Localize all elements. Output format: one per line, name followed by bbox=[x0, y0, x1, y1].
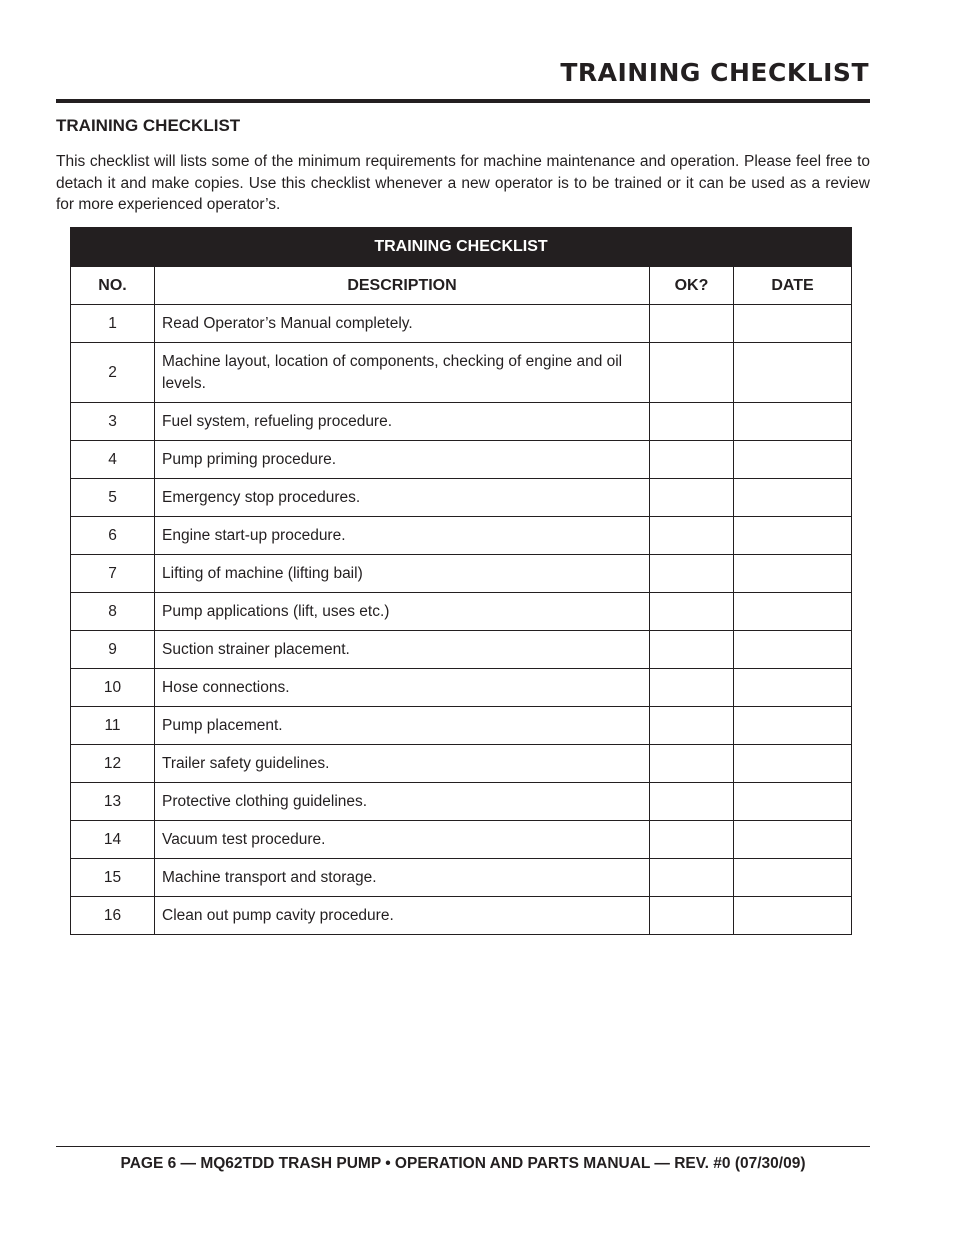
row-ok-checkbox-cell[interactable] bbox=[650, 821, 734, 859]
row-date-cell[interactable] bbox=[734, 783, 852, 821]
row-number: 14 bbox=[71, 821, 155, 859]
row-ok-checkbox-cell[interactable] bbox=[650, 479, 734, 517]
row-ok-checkbox-cell[interactable] bbox=[650, 707, 734, 745]
row-date-cell[interactable] bbox=[734, 897, 852, 935]
row-ok-checkbox-cell[interactable] bbox=[650, 305, 734, 343]
row-number: 1 bbox=[71, 305, 155, 343]
row-number: 13 bbox=[71, 783, 155, 821]
training-checklist-table bbox=[70, 227, 852, 935]
row-number: 10 bbox=[71, 669, 155, 707]
row-date-cell[interactable] bbox=[734, 821, 852, 859]
table-caption: TRAINING CHECKLIST bbox=[71, 228, 852, 267]
table-row bbox=[71, 631, 852, 669]
row-description: Suction strainer placement. bbox=[155, 631, 650, 669]
row-ok-checkbox-cell[interactable] bbox=[650, 859, 734, 897]
header-rule bbox=[56, 99, 870, 103]
row-ok-checkbox-cell[interactable] bbox=[650, 517, 734, 555]
row-ok-checkbox-cell[interactable] bbox=[650, 403, 734, 441]
row-ok-checkbox-cell[interactable] bbox=[650, 745, 734, 783]
table-row bbox=[71, 897, 852, 935]
table-row bbox=[71, 441, 852, 479]
row-date-cell[interactable] bbox=[734, 441, 852, 479]
table-row bbox=[71, 669, 852, 707]
row-description: Vacuum test procedure. bbox=[155, 821, 650, 859]
table-row bbox=[71, 783, 852, 821]
row-number: 7 bbox=[71, 555, 155, 593]
intro-paragraph: This checklist will lists some of the minimum requirements for machine maintenance and operation. Please feel free to detach it and make copies. Use this checklist whenever a new operator is to be trained or it can be used as a review for more experienced operator’s. bbox=[56, 153, 870, 213]
row-description: Clean out pump cavity procedure. bbox=[155, 897, 650, 935]
table-row bbox=[71, 745, 852, 783]
table-body bbox=[71, 305, 852, 935]
row-date-cell[interactable] bbox=[734, 859, 852, 897]
table-row bbox=[71, 517, 852, 555]
page-footer: PAGE 6 — MQ62TDD TRASH PUMP • OPERATION AND PARTS MANUAL — REV. #0 (07/30/09) bbox=[120, 1155, 806, 1172]
row-description: Fuel system, refueling procedure. bbox=[155, 403, 650, 441]
row-description: Pump placement. bbox=[155, 707, 650, 745]
row-date-cell[interactable] bbox=[734, 669, 852, 707]
column-header-date: DATE bbox=[734, 267, 852, 305]
table-header-row bbox=[71, 267, 852, 305]
row-number: 3 bbox=[71, 403, 155, 441]
table-row bbox=[71, 479, 852, 517]
row-ok-checkbox-cell[interactable] bbox=[650, 441, 734, 479]
page-title: TRAINING CHECKLIST bbox=[560, 58, 869, 87]
row-ok-checkbox-cell[interactable] bbox=[650, 593, 734, 631]
row-ok-checkbox-cell[interactable] bbox=[650, 343, 734, 403]
row-number: 5 bbox=[71, 479, 155, 517]
row-date-cell[interactable] bbox=[734, 707, 852, 745]
row-date-cell[interactable] bbox=[734, 517, 852, 555]
row-description: Pump priming procedure. bbox=[155, 441, 650, 479]
row-description: Lifting of machine (lifting bail) bbox=[155, 555, 650, 593]
row-description: Hose connections. bbox=[155, 669, 650, 707]
row-description: Pump applications (lift, uses etc.) bbox=[155, 593, 650, 631]
row-date-cell[interactable] bbox=[734, 555, 852, 593]
row-number: 16 bbox=[71, 897, 155, 935]
section-heading: TRAINING CHECKLIST bbox=[56, 116, 241, 135]
row-date-cell[interactable] bbox=[734, 631, 852, 669]
row-description: Read Operator’s Manual completely. bbox=[155, 305, 650, 343]
table-row bbox=[71, 707, 852, 745]
table-row bbox=[71, 343, 852, 403]
row-ok-checkbox-cell[interactable] bbox=[650, 783, 734, 821]
table-row bbox=[71, 305, 852, 343]
footer-rule bbox=[56, 1146, 870, 1147]
row-date-cell[interactable] bbox=[734, 403, 852, 441]
column-header-no: NO. bbox=[71, 267, 155, 305]
row-number: 4 bbox=[71, 441, 155, 479]
row-number: 6 bbox=[71, 517, 155, 555]
row-description: Machine transport and storage. bbox=[155, 859, 650, 897]
table-row bbox=[71, 593, 852, 631]
row-date-cell[interactable] bbox=[734, 593, 852, 631]
row-date-cell[interactable] bbox=[734, 479, 852, 517]
row-ok-checkbox-cell[interactable] bbox=[650, 555, 734, 593]
row-description: Emergency stop procedures. bbox=[155, 479, 650, 517]
row-number: 12 bbox=[71, 745, 155, 783]
row-description: Trailer safety guidelines. bbox=[155, 745, 650, 783]
row-ok-checkbox-cell[interactable] bbox=[650, 631, 734, 669]
row-ok-checkbox-cell[interactable] bbox=[650, 897, 734, 935]
row-description: Protective clothing guidelines. bbox=[155, 783, 650, 821]
table-row bbox=[71, 403, 852, 441]
table-row bbox=[71, 821, 852, 859]
row-date-cell[interactable] bbox=[734, 305, 852, 343]
column-header-ok: OK? bbox=[650, 267, 734, 305]
row-number: 8 bbox=[71, 593, 155, 631]
table-row bbox=[71, 859, 852, 897]
table-caption-row bbox=[71, 228, 852, 267]
row-number: 15 bbox=[71, 859, 155, 897]
row-ok-checkbox-cell[interactable] bbox=[650, 669, 734, 707]
table-row bbox=[71, 555, 852, 593]
row-number: 9 bbox=[71, 631, 155, 669]
row-date-cell[interactable] bbox=[734, 745, 852, 783]
row-number: 11 bbox=[71, 707, 155, 745]
row-date-cell[interactable] bbox=[734, 343, 852, 403]
row-description: Engine start-up procedure. bbox=[155, 517, 650, 555]
row-description: Machine layout, location of components, checking of engine and oil levels. bbox=[155, 343, 650, 403]
row-number: 2 bbox=[71, 343, 155, 403]
column-header-description: DESCRIPTION bbox=[155, 267, 650, 305]
